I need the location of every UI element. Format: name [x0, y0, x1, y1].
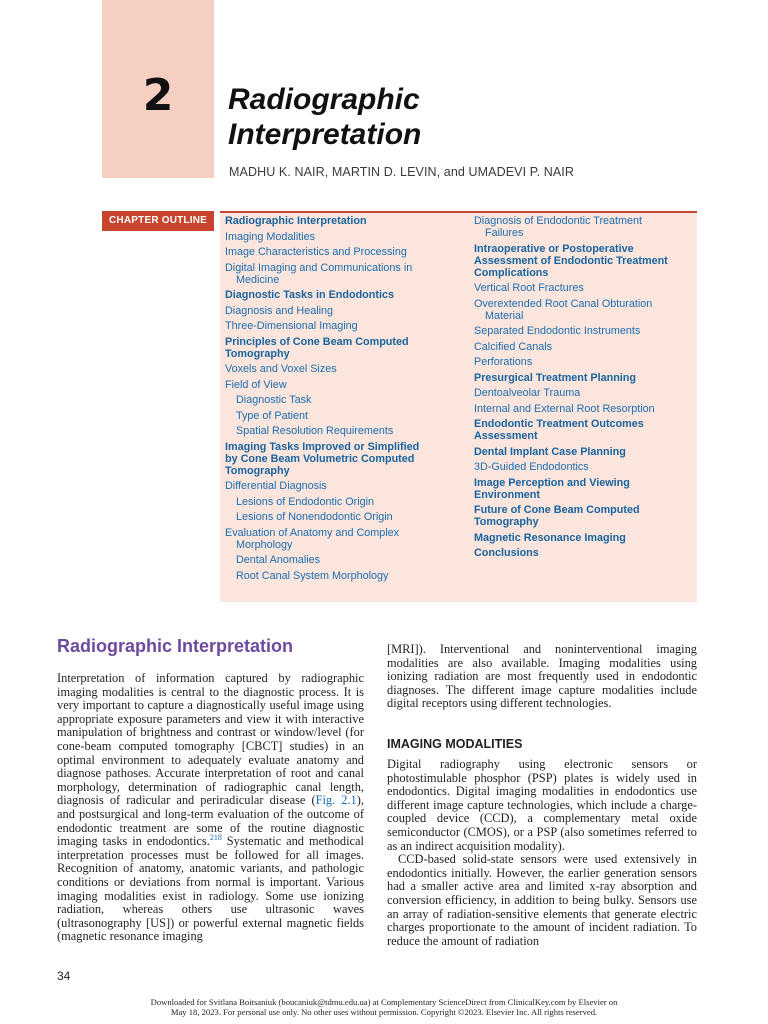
outline-item-label: Field of View: [225, 378, 287, 391]
outline-item[interactable]: [225, 262, 457, 286]
outline-item-label: Calcified Canals: [474, 340, 553, 353]
outline-item-label: Differential Diagnosis: [225, 480, 327, 492]
outline-item[interactable]: [474, 325, 694, 337]
outline-item-label: Lesions of Nonendodontic Origin: [236, 511, 393, 523]
chapter-authors: MADHU K. NAIR, MARTIN D. LEVIN, and UMADEVI P. NAIR: [229, 165, 574, 179]
body-paragraph-right-2: Digital radiography using electronic sensors or photostimulable phosphor (PSP) plates is widely used in endodontics. Digital imaging modalities in endodontics use different image capture technologies, which include a charge-coupled device (CCD), a complementary metal oxide semiconductor (CMOS), or a PSP (also sometimes referred to as an indirect acquisition modality).: [387, 757, 697, 853]
outline-item-label: Image Characteristics and Processing: [225, 246, 407, 258]
outline-item-label: Diagnosis of Endodontic Treatment: [474, 215, 643, 227]
outline-item-label: Endodontic Treatment Outcomes: [474, 418, 644, 430]
outline-item[interactable]: [474, 418, 694, 442]
chapter-number: 2: [142, 70, 174, 121]
outline-item[interactable]: [225, 305, 457, 317]
outline-item[interactable]: [474, 477, 694, 501]
outline-item[interactable]: [225, 570, 457, 582]
outline-item[interactable]: [225, 289, 457, 301]
outline-item[interactable]: [474, 243, 694, 279]
outline-item[interactable]: [225, 215, 457, 227]
outline-item-label: Diagnostic Tasks in Endodontics: [225, 289, 394, 301]
outline-item-continuation: Complications: [474, 266, 549, 279]
outline-item[interactable]: [225, 320, 457, 332]
chapter-title-line2: Interpretation: [228, 118, 422, 151]
body-paragraph-right-1: [MRI]). Interventional and noninterventional imaging modalities are also available. Imaging modalities using ionizing radiation are most frequently used in endodontic diagnoses. The different image capture modalities include digital receptors using different technologies.: [387, 642, 697, 711]
body-paragraphs-right: [387, 758, 697, 948]
section-title: Radiographic Interpretation: [57, 636, 294, 656]
outline-item-continuation: Medicine: [236, 273, 280, 286]
outline-item-label: Radiographic Interpretation: [225, 215, 367, 227]
outline-item-label: Vertical Root Fractures: [474, 282, 584, 294]
paragraph-text: Systematic and methodical interpretation processes must be followed for all images. Recognition of anatomy, anatomic variants, and pathologic conditions or deviations from normal is important. Various imaging modalities exist in radiology. Some use ionizing radiation, whereas others use ultrasonic waves (ultrasonography [US]) or powerful external magnetic fields (magnetic resonance imaging: [57, 834, 364, 944]
outline-item-label: Dental Anomalies: [236, 554, 321, 566]
body-paragraph-left: [57, 672, 364, 944]
outline-item-label: Diagnosis and Healing: [225, 304, 334, 317]
outline-item-continuation: Environment: [474, 488, 540, 501]
outline-item-label: Root Canal System Morphology: [236, 569, 389, 582]
outline-item[interactable]: [225, 527, 457, 551]
outline-item-label: Overextended Root Canal Obturation: [474, 297, 653, 310]
outline-item-label: Digital Imaging and Communications in: [225, 261, 413, 274]
outline-item[interactable]: [225, 496, 457, 508]
outline-item-continuation: by Cone Beam Volumetric Computed: [225, 452, 415, 465]
outline-item[interactable]: [474, 356, 694, 368]
outline-item-continuation: Tomography: [225, 464, 290, 477]
outline-item-continuation: Tomography: [225, 347, 290, 360]
outline-item-label: Dental Implant Case Planning: [474, 445, 626, 458]
footer-line-1: Downloaded for Svitlana Boitsaniuk (boucaniuk@tdmu.edu.ua) at Complementary ScienceDirect from ClinicalKey.com by Elsevier on: [150, 997, 618, 1007]
outline-item-label: Presurgical Treatment Planning: [474, 371, 637, 384]
outline-item-label: Imaging Tasks Improved or Simplified: [225, 440, 420, 453]
footer-line-2: May 18, 2023. For personal use only. No other uses without permission. Copyright ©2023. Elsevier Inc. All rights reserved.: [170, 1007, 598, 1017]
outline-item[interactable]: [474, 372, 694, 384]
outline-item[interactable]: [225, 425, 457, 437]
subheading-imaging-modalities: IMAGING MODALITIES: [387, 737, 523, 751]
outline-item-label: 3D-Guided Endodontics: [474, 461, 589, 473]
outline-item[interactable]: [225, 511, 457, 523]
outline-item-label: Magnetic Resonance Imaging: [474, 531, 626, 544]
outline-item-label: Evaluation of Anatomy and Complex: [225, 526, 400, 539]
outline-item[interactable]: [225, 246, 457, 258]
chapter-title-line1: Radiographic: [228, 83, 420, 116]
outline-item[interactable]: [474, 532, 694, 544]
figure-link[interactable]: Fig. 2.1: [315, 793, 357, 808]
outline-item[interactable]: [225, 480, 457, 492]
outline-item-continuation: Failures: [485, 227, 524, 239]
outline-item[interactable]: [225, 336, 457, 360]
outline-item[interactable]: [474, 282, 694, 294]
outline-item[interactable]: [474, 215, 694, 239]
paragraph-text: ), and postsurgical and long-term evaluation of the outcome of endodontic treatment are some of the routine diagnostic imaging tasks in endodontics.: [57, 793, 364, 849]
outline-item-continuation: Material: [485, 309, 524, 322]
outline-item-continuation: Assessment of Endodontic Treatment: [474, 254, 668, 267]
outline-item[interactable]: [225, 363, 457, 375]
outline-item[interactable]: [474, 547, 694, 559]
outline-item[interactable]: [225, 554, 457, 566]
outline-item[interactable]: [474, 403, 694, 415]
outline-item[interactable]: [225, 441, 457, 477]
body-paragraph-right-3: [387, 853, 697, 948]
outline-item[interactable]: [474, 341, 694, 353]
outline-item-label: Future of Cone Beam Computed: [474, 504, 640, 516]
outline-item[interactable]: [474, 446, 694, 458]
outline-item[interactable]: [225, 379, 457, 391]
outline-item[interactable]: [225, 410, 457, 422]
outline-item-label: Spatial Resolution Requirements: [236, 425, 394, 437]
outline-item-label: Diagnostic Task: [236, 394, 312, 406]
outline-item-continuation: Assessment: [474, 430, 538, 442]
outline-item-label: Lesions of Endodontic Origin: [236, 495, 375, 508]
outline-left-column: [225, 215, 457, 585]
outline-item[interactable]: [474, 298, 694, 322]
outline-item-label: Intraoperative or Postoperative: [474, 242, 634, 255]
outline-item[interactable]: [225, 394, 457, 406]
outline-item-continuation: Tomography: [474, 516, 539, 528]
outline-item-label: Imaging Modalities: [225, 230, 316, 243]
outline-item-label: Image Perception and Viewing: [474, 476, 630, 489]
outline-item-label: Perforations: [474, 356, 533, 368]
download-footer: [100, 997, 668, 1017]
outline-item-label: Voxels and Voxel Sizes: [225, 363, 337, 375]
outline-right-column: [474, 215, 694, 563]
citation-link[interactable]: 218: [209, 833, 222, 842]
outline-item[interactable]: [474, 504, 694, 528]
outline-item[interactable]: [225, 231, 457, 243]
outline-item[interactable]: [474, 387, 694, 399]
outline-item-label: Internal and External Root Resorption: [474, 402, 655, 415]
outline-item[interactable]: [474, 461, 694, 473]
paragraph-text: Interpretation of information captured by radiographic imaging modalities is central to the diagnostic process. It is very important to capture a diagnostically useful image using appropriate exposure parameters and view it with interactive manipulation of brightness and contrast or window/level (for cone-beam computed tomography [CBCT] studies) in an optimal environment to adequately evaluate anatomy and diagnose pathoses. Accurate interpretation of root and canal morphology, determination of radiographic canal length, diagnosis of radicular and periradicular disease (: [57, 671, 364, 808]
chapter-outline-label: CHAPTER OUTLINE: [102, 211, 214, 231]
outline-item-label: Type of Patient: [236, 409, 309, 422]
outline-item-label: Separated Endodontic Instruments: [474, 325, 641, 337]
outline-item-label: Three-Dimensional Imaging: [225, 320, 358, 332]
outline-item-continuation: Morphology: [236, 538, 293, 551]
paragraph-text: CCD-based solid-state sensors were used extensively in endodontics initially. However, the earlier generation sensors had a smaller active area and limited x-ray absorption and conversion efficiency, in addition to being bulky. Sensors use an array of radiation-sensitive elements that generate electric charges proportionate to the amount of incident radiation. To reduce the amount of radiation: [387, 852, 697, 948]
outline-item-label: Conclusions: [474, 547, 539, 559]
outline-item-label: Dentoalveolar Trauma: [474, 387, 581, 399]
page-number: 34: [57, 969, 71, 983]
chapter-title: [228, 82, 421, 152]
outline-item-label: Principles of Cone Beam Computed: [225, 335, 409, 348]
